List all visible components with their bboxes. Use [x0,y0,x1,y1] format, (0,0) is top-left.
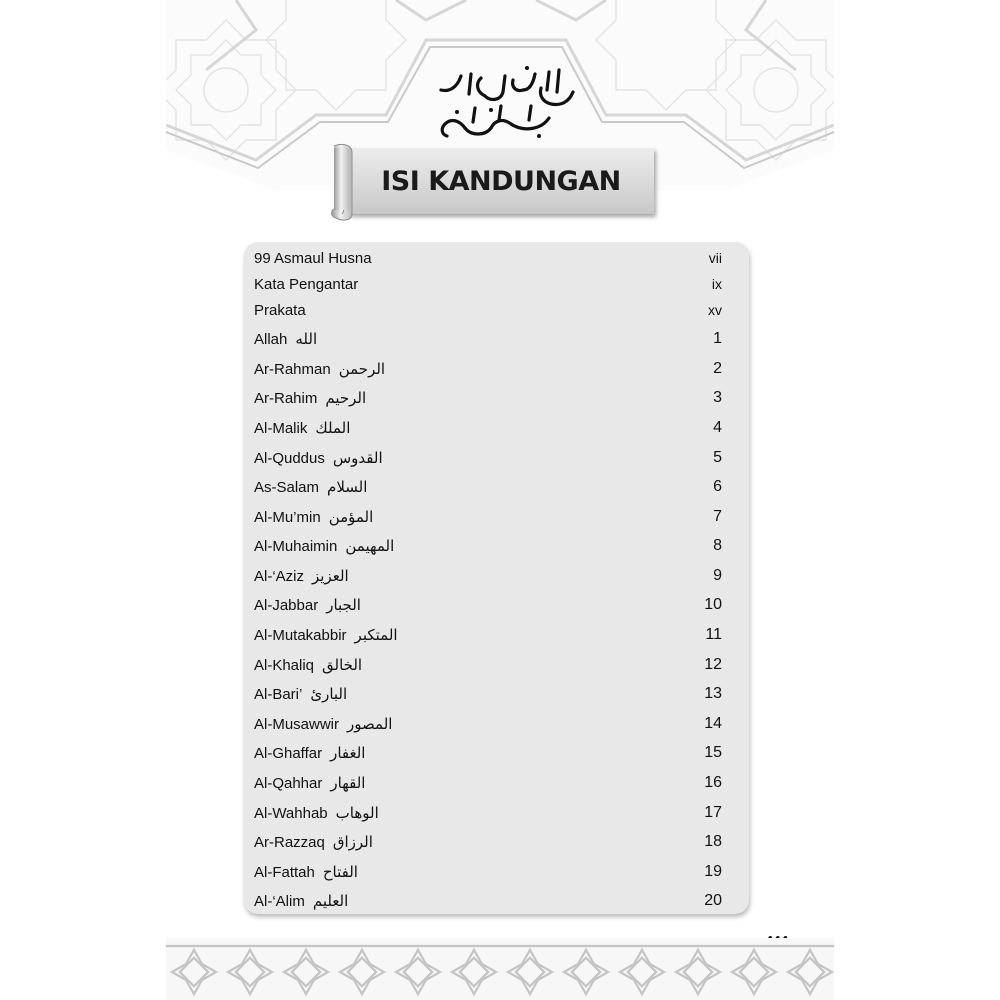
toc-entry-title: Al-Ghaffar [254,744,323,762]
toc-entry-arabic: المهيمن [345,537,395,555]
toc-entry[interactable] [254,474,722,500]
toc-entry-label-group [254,833,373,851]
toc-entry-page: 9 [713,567,722,584]
toc-entry-title: Al-Wahhab [254,804,328,822]
toc-entry-page: 4 [713,419,722,436]
toc-entry-title: Al-Fattah [254,863,315,881]
toc-entry-label-group [254,419,350,437]
toc-entry-page: 20 [704,892,722,909]
toc-entry-arabic: الخالق [322,656,363,674]
toc-entry-label-group [254,478,367,496]
toc-entry-page: 17 [704,804,722,821]
toc-entry-label-group [254,774,365,792]
toc-entry-arabic: المصور [347,715,393,733]
toc-entry-arabic: العزيز [312,567,349,585]
toc-entry[interactable] [254,563,722,589]
toc-entry[interactable] [254,504,722,530]
toc-entry-page: xv [708,302,722,318]
toc-entry-page: 6 [713,478,722,495]
toc-entry-page: 2 [713,360,722,377]
toc-entry-label-group [254,596,361,614]
toc-entry-page: 19 [704,863,722,880]
toc-entry-page: 10 [704,596,722,613]
toc-entry-label-group [254,330,317,348]
toc-entry-arabic: الرزاق [332,833,373,851]
toc-entry-arabic: المؤمن [328,508,374,526]
toc-entry-label-group [254,537,394,555]
toc-entry[interactable] [254,592,722,618]
toc-entry-label-group [254,449,383,467]
toc-entry-title: 99 Asmaul Husna [254,249,372,267]
toc-entry-title: Al-Jabbar [254,596,319,614]
toc-entry-label-group [254,715,392,733]
toc-entry-page: 3 [713,389,722,406]
toc-entry[interactable] [254,415,722,441]
toc-entry-title: Al-Musawwir [254,715,340,733]
toc-entry-label-group [254,302,306,319]
toc-entry-label-group [254,508,373,526]
toc-entry[interactable] [254,681,722,707]
toc-entry-label-group [254,892,348,910]
toc-entry-title: Allah [254,330,288,348]
toc-entry-label-group [254,360,385,378]
toc-entry[interactable] [254,326,722,352]
toc-entry-arabic: الرحيم [325,389,367,407]
toc-entry[interactable] [254,740,722,766]
section-title-banner [326,148,656,214]
toc-entry-arabic: القهار [330,774,366,792]
toc-entry[interactable] [254,800,722,826]
toc-entry-label-group [254,685,347,703]
basmala-calligraphy [431,62,581,140]
toc-entry[interactable] [254,888,722,914]
toc-entry-arabic: الله [295,330,318,348]
toc-entry-title: Al-Qahhar [254,774,323,792]
toc-entry-label-group [254,250,372,267]
toc-entry-title: Al-Bari’ [254,685,303,703]
toc-entry-page: 8 [713,537,722,554]
toc-entry-page: 14 [704,715,722,732]
toc-entry-page: 1 [713,330,722,347]
toc-entry-title: Al-Khaliq [254,656,315,674]
toc-entry-page: 5 [713,449,722,466]
toc-entry-arabic: الغفار [330,744,366,762]
toc-entry-arabic: القدوس [332,449,383,467]
toc-entry-arabic: الملك [315,419,351,437]
toc-entry-page: ix [711,276,722,292]
toc-entry-label-group [254,863,358,881]
toc-entry-title: Al-Malik [254,419,308,437]
toc-entry-label-group [254,389,366,407]
toc-entry-page: 16 [704,774,722,791]
toc-entry[interactable] [254,245,722,271]
table-of-contents [244,242,749,914]
toc-entry[interactable] [254,859,722,885]
toc-entry-title: Ar-Rahman [254,360,331,378]
toc-entry-title: Kata Pengantar [254,275,359,293]
toc-entry-label-group [254,744,365,762]
toc-entry-page: 7 [713,508,722,525]
toc-entry-title: Al-Muhaimin [254,537,338,555]
toc-entry-title: Al-‘Alim [254,892,305,910]
toc-entry[interactable] [254,385,722,411]
toc-entry[interactable] [254,829,722,855]
toc-entry-page: 15 [704,744,722,761]
toc-entry[interactable] [254,770,722,796]
toc-entry-arabic: الرحمن [338,360,386,378]
toc-entry[interactable] [254,445,722,471]
page-title: ISI KANDUNGAN [381,165,621,197]
toc-entry-page: 18 [704,833,722,850]
toc-entry-arabic: البارئ [310,685,348,703]
toc-entry[interactable] [254,533,722,559]
book-page [166,0,834,1000]
toc-entry-title: Al-‘Aziz [254,567,305,585]
toc-entry-label-group [254,567,349,585]
toc-entry-arabic: المتكبر [354,626,398,644]
toc-entry-title: Ar-Rahim [254,389,318,407]
toc-entry-arabic: الجبار [326,596,361,614]
toc-entry[interactable] [254,652,722,678]
toc-entry[interactable] [254,271,722,297]
toc-entry-arabic: الوهاب [335,804,379,822]
toc-entry-title: Ar-Razzaq [254,833,325,851]
toc-entry-label-group [254,626,398,644]
geometric-pattern-footer [166,938,834,1000]
toc-entry-title: Al-Mutakabbir [254,626,347,644]
toc-entry-label-group [254,276,358,293]
toc-entry-arabic: العليم [312,892,349,910]
toc-entry-title: Al-Quddus [254,449,325,467]
toc-entry-title: Al-Mu’min [254,508,321,526]
toc-entry-arabic: الفتاح [322,863,358,881]
toc-entry[interactable] [254,711,722,737]
toc-entry-page: vii [708,250,722,266]
toc-entry[interactable] [254,297,722,323]
toc-entry-label-group [254,804,379,822]
toc-entry-page: 13 [704,685,722,702]
toc-entry-arabic: السلام [327,478,368,496]
toc-entry-label-group [254,656,362,674]
toc-entry[interactable] [254,622,722,648]
toc-entry-page: 11 [705,626,722,643]
toc-entry-page: 12 [704,656,722,673]
toc-entry-title: Prakata [254,301,306,319]
toc-entry-title: As-Salam [254,478,320,496]
toc-entry[interactable] [254,356,722,382]
